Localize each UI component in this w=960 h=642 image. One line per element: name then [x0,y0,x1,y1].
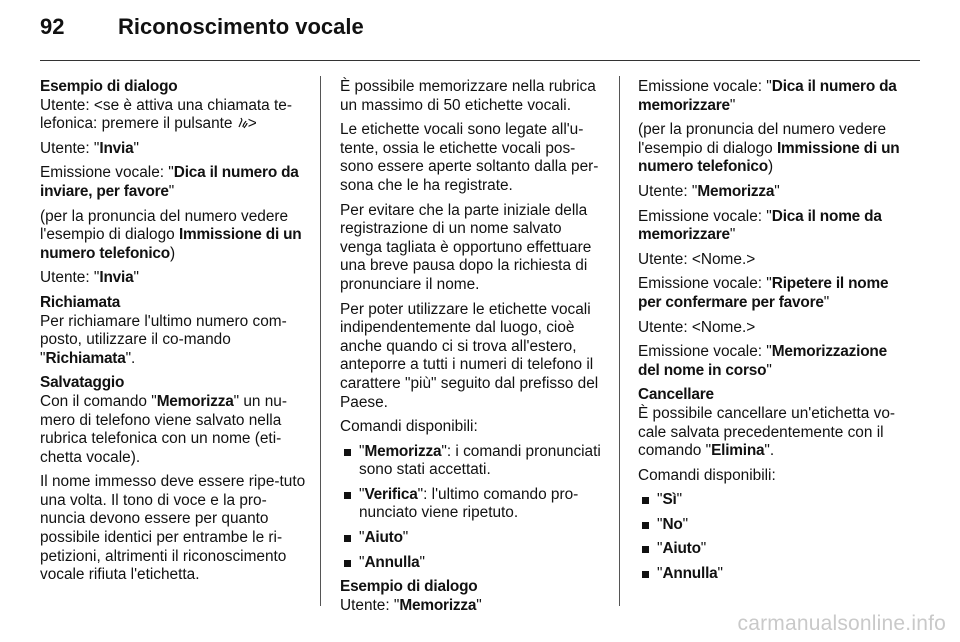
list-item: "Verifica": l'ultimo comando pro-nunciato viene ripetuto. [340,486,605,523]
cancellare-text: È possibile cancellare un'etichetta vo-cale salvata precedentemente con il comando "Elimina". [638,404,896,460]
paragraph-3: Per evitare che la parte iniziale della registrazione di un nome salvato venga tagliata è opportuno effettuare una breve pausa dopo la richiesta di pronunciare il nome. [340,201,592,293]
section-heading-richiamata: Richiamata [40,293,121,311]
column-divider-1 [320,76,321,606]
page-title: Riconoscimento vocale [118,14,364,39]
example-heading: Esempio di dialogo [40,78,178,95]
page-header [40,14,364,50]
watermark: carmanualsonline.info [737,612,946,635]
bullet-square-icon [344,535,351,542]
bullet-square-icon [344,492,351,499]
salvataggio-text-2: Il nome immesso deve essere ripe-tuto una volta. Il tono di voce e la pro-nuncia devono essere per quanto possibile identici per entrambe le ri-petizioni, altrimenti il riconoscimento vocale rifiuta l'etichetta. [40,473,306,584]
voice-output-3: Emissione vocale: "Ripetere il nome per confermare per favore" [638,275,889,311]
example-voice-output-1: Emissione vocale: "Dica il numero da inviare, per favore" [40,164,299,200]
voice-output-2: Emissione vocale: "Dica il nome da memorizzare" [638,207,882,244]
bullet-square-icon [344,560,351,567]
bullet-square-icon [344,449,351,456]
bullet-square-icon [642,546,649,553]
column-divider-2 [619,76,620,606]
section-heading-cancellare: Cancellare [638,386,714,404]
example-user-line-3: Utente: "Invia" [40,269,139,287]
example-note: (per la pronuncia del numero vedere l'esempio di dialogo Immissione di un numero telefonico) [638,121,900,176]
header-rule [40,60,920,61]
paragraph-4: Per poter utilizzare le etichette vocali indipendentemente dal luogo, cioè anche quando ci si trova all'estero, anteporre a tutti i numeri di telefono il carattere "più" seguito dal prefisso del Paese. [340,300,599,411]
user-line-3: Utente: <Nome.> [638,318,756,336]
example-note: (per la pronuncia del numero vedere l'esempio di dialogo Immissione di un numero telefonico) [40,207,302,262]
voice-output-4: Emissione vocale: "Memorizzazione del nome in corso" [638,343,887,379]
paragraph-2: Le etichette vocali sono legate all'u-tente, ossia le etichette vocali pos-sono essere aperte soltanto dalla per-sona che le ha registrate. [340,121,599,194]
list-item: "Aiuto" [638,540,906,559]
richiamata-text: Per richiamare l'ultimo numero com-posto, utilizzare il co-mando "Richiamata". [40,312,287,367]
user-line-2: Utente: <Nome.> [638,250,756,268]
paragraph-1: È possibile memorizzare nella rubrica un massimo di 50 etichette vocali. [340,78,596,114]
list-item: "Sì" [638,491,906,510]
bullet-square-icon [642,522,649,529]
column-3 [638,78,906,590]
example-user-line-1: Utente: <se è attiva una chiamata te-lefonica: premere il pulsante > [40,96,292,133]
page-number: 92 [40,14,65,39]
bullet-square-icon [642,497,649,504]
talk-button-icon [237,117,248,130]
example-user-line-2: Utente: "Invia" [40,139,139,157]
voice-output-1: Emissione vocale: "Dica il numero da memorizzare" [638,78,897,114]
list-item: "Memorizza": i comandi pronunciati sono stati accettati. [340,443,605,480]
commands-label: Comandi disponibili: [340,418,478,436]
bullet-square-icon [642,571,649,578]
user-line-1: Utente: "Memorizza" [638,182,780,200]
example-heading: Esempio di dialogo [340,578,478,596]
section-heading-salvataggio: Salvataggio [40,374,125,392]
column-1 [40,78,308,591]
salvataggio-text: Con il comando "Memorizza" un nu-mero di telefono viene salvato nella rubrica telefonica con un nome (eti-chetta vocale). [40,392,287,466]
list-item: "Aiuto" [340,529,605,548]
list-item: "Annulla" [340,554,605,573]
list-item: "Annulla" [638,565,906,584]
commands-label: Comandi disponibili: [638,466,776,484]
column-2 [340,78,605,621]
list-item: "No" [638,516,906,535]
example-user-line: Utente: "Memorizza" [340,596,482,614]
